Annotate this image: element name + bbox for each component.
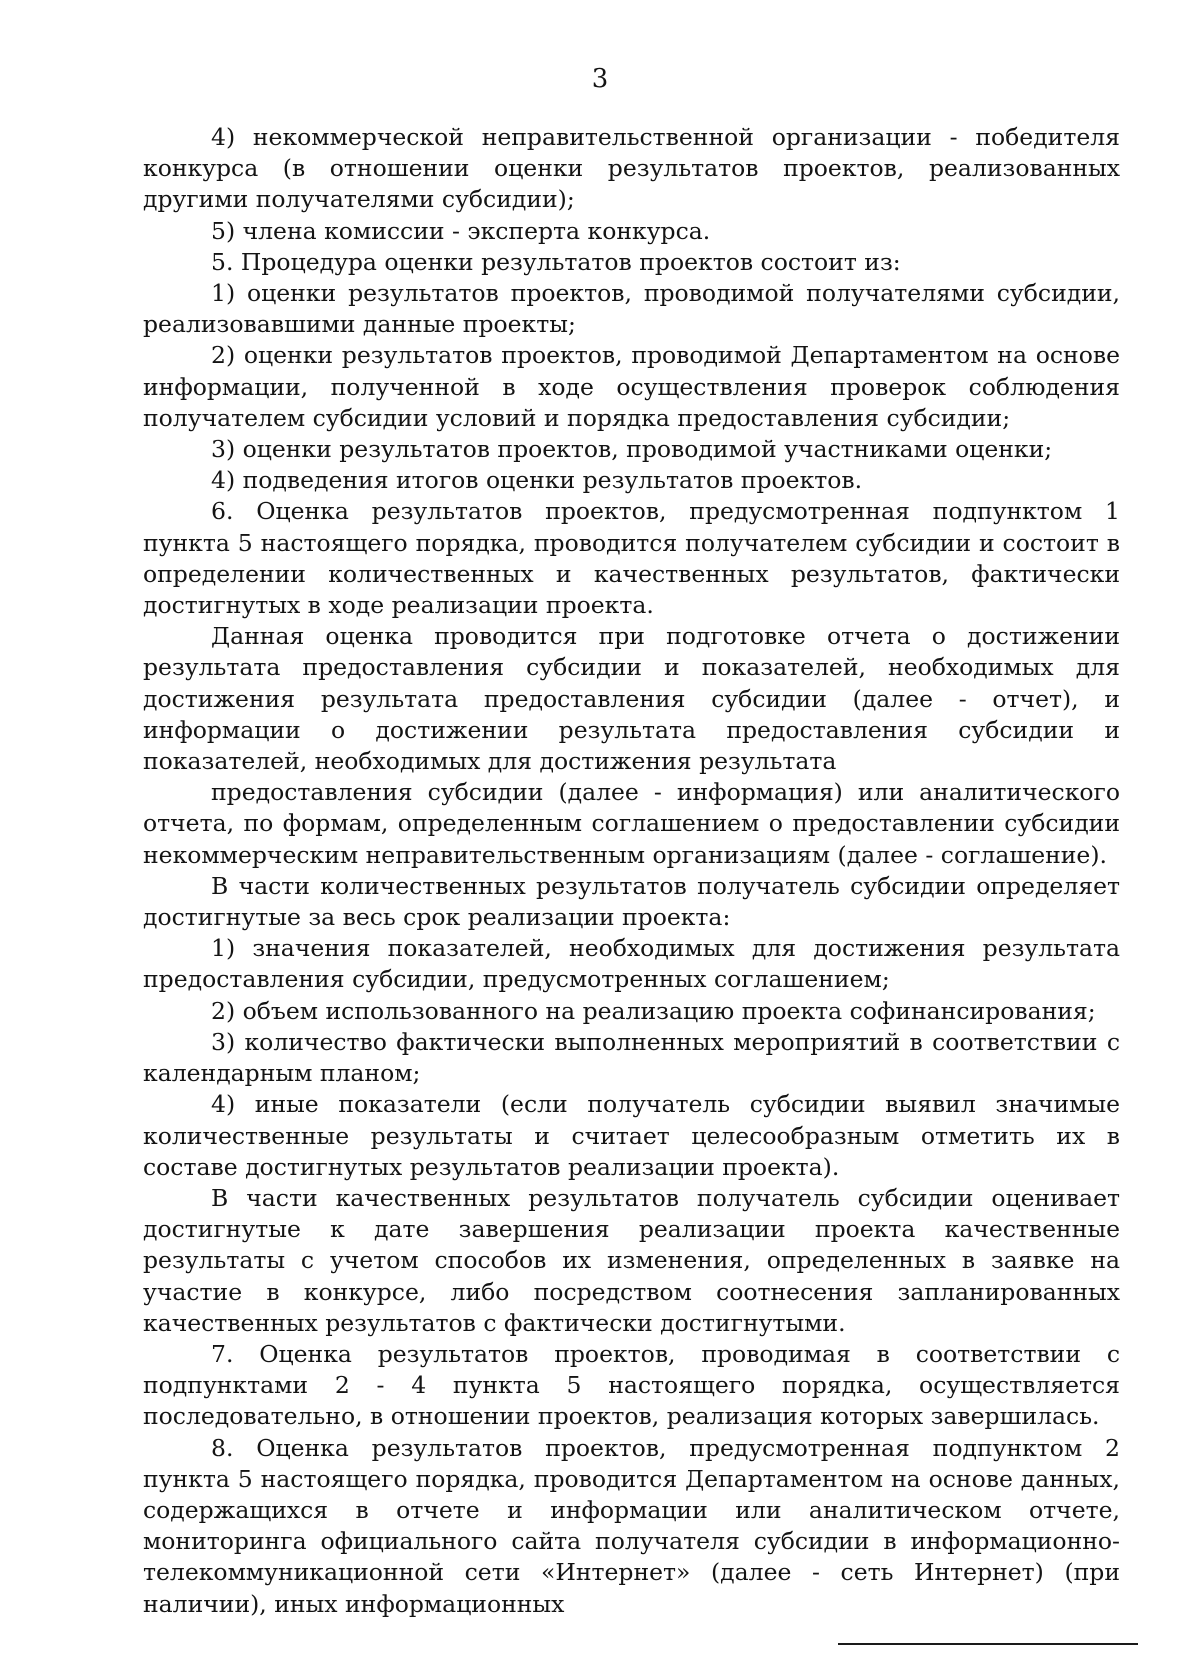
paragraph: 4) некоммерческой неправительственной организации - победителя конкурса (в отношении оценки результатов проектов, реализованных другими получателями субсидии); xyxy=(143,123,1120,214)
paragraph: Данная оценка проводится при подготовке отчета о достижении результата предоставления субсидии и показателей, необходимых для достижения результата предоставления субсидии (далее - отчет), и информации о достижении результата предоставления субсидии и показателей, необходимых для достижения результата xyxy=(143,622,1120,776)
footer-rule xyxy=(838,1643,1138,1645)
paragraph: В части количественных результатов получатель субсидии определяет достигнутые за весь срок реализации проекта: xyxy=(143,871,1120,932)
paragraph: 2) оценки результатов проектов, проводимой Департаментом на основе информации, полученной в ходе осуществления проверок соблюдения получателем субсидии условий и порядка предоставления субсидии; xyxy=(143,341,1120,432)
document-body xyxy=(143,122,1120,1620)
paragraph: 8. Оценка результатов проектов, предусмотренная подпунктом 2 пункта 5 настоящего порядка, проводится Департаментом на основе данных, содержащихся в отчете и информации или аналитическом отчете, мониторинга официального сайта получателя субсидии в информационно-телекоммуникационной сети «Интернет» (далее - сеть Интернет) (при наличии), иных информационных xyxy=(143,1433,1120,1618)
paragraph: 5. Процедура оценки результатов проектов состоит из: xyxy=(211,247,901,276)
paragraph: 6. Оценка результатов проектов, предусмотренная подпунктом 1 пункта 5 настоящего порядка, проводится получателем субсидии и состоит в определении количественных и качественных результатов, фактически достигнутых в ходе реализации проекта. xyxy=(143,497,1120,620)
paragraph: 1) значения показателей, необходимых для достижения результата предоставления субсидии, предусмотренных соглашением; xyxy=(143,934,1120,994)
page-number: 3 xyxy=(591,64,609,94)
paragraph: 2) объем использованного на реализацию проекта софинансирования; xyxy=(211,996,1096,1025)
paragraph: 3) оценки результатов проектов, проводимой участниками оценки; xyxy=(211,435,1053,464)
paragraph: 3) количество фактически выполненных мероприятий в соответствии с календарным планом; xyxy=(143,1027,1120,1088)
paragraph: предоставления субсидии (далее - информация) или аналитического отчета, по формам, определенным соглашением о предоставлении субсидии некоммерческим неправительственным организациям (далее - соглашение). xyxy=(143,778,1120,869)
paragraph: 5) члена комиссии - эксперта конкурса. xyxy=(211,216,711,245)
paragraph: В части качественных результатов получатель субсидии оценивает достигнутые к дате завершения реализации проекта качественные результаты с учетом способов их изменения, определенных в заявке на участие в конкурсе, либо посредством соотнесения запланированных качественных результатов с фактически достигнутыми. xyxy=(143,1183,1120,1337)
paragraph: 1) оценки результатов проектов, проводимой получателями субсидии, реализовавшими данные проекты; xyxy=(143,279,1120,339)
paragraph: 7. Оценка результатов проектов, проводимая в соответствии с подпунктами 2 - 4 пункта 5 настоящего порядка, осуществляется последовательно, в отношении проектов, реализация которых завершилась. xyxy=(143,1339,1120,1431)
paragraph: 4) иные показатели (если получатель субсидии выявил значимые количественные результаты и считает целесообразным отметить их в составе достигнутых результатов реализации проекта). xyxy=(143,1090,1120,1181)
paragraph: 4) подведения итогов оценки результатов проектов. xyxy=(211,466,863,495)
